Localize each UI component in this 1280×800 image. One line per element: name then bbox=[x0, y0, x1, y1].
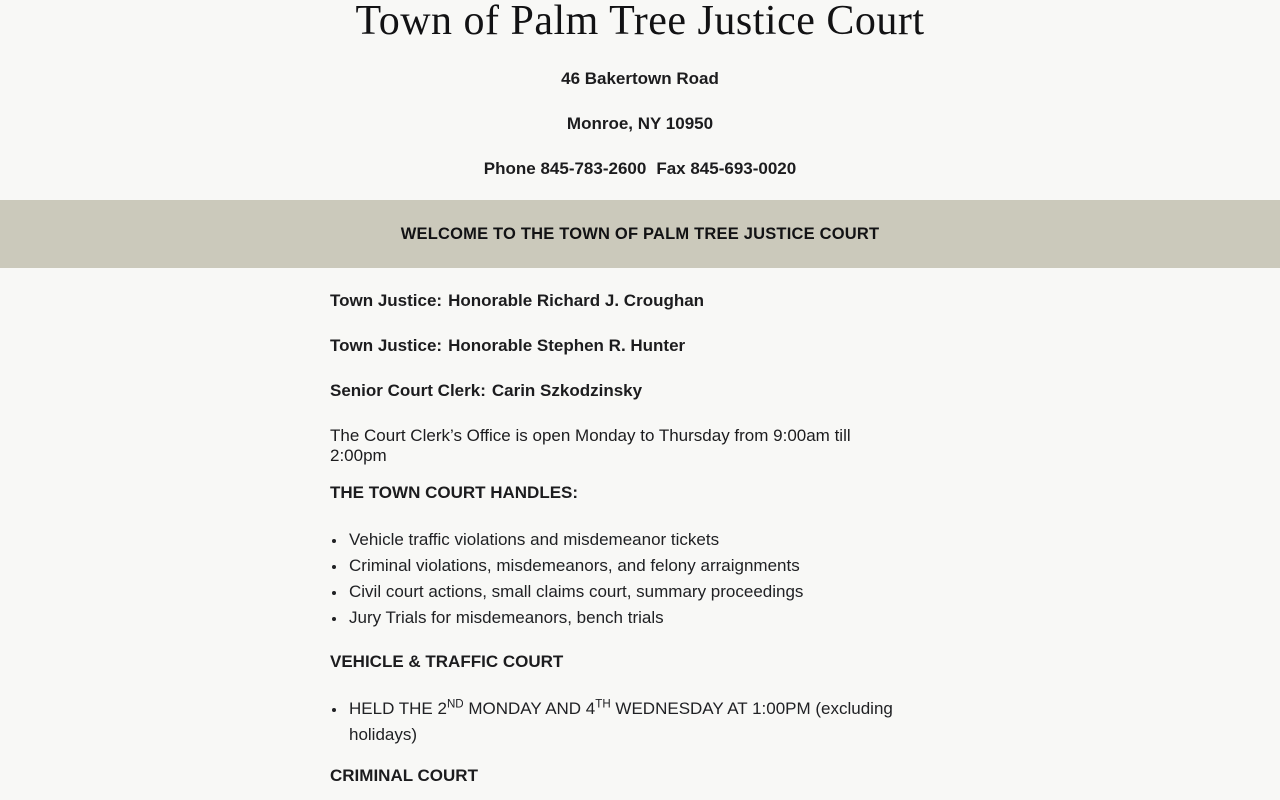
staff-name: Honorable Stephen R. Hunter bbox=[448, 336, 686, 355]
ordinal-suffix: ND bbox=[446, 698, 464, 711]
schedule-text: WEDNESDAY AT 1:00PM (excluding holidays) bbox=[349, 699, 893, 744]
list-item: • Civil court actions, small claims court, summary proceedings bbox=[347, 579, 950, 605]
welcome-banner bbox=[0, 200, 1280, 268]
staff-role-label: Town Justice: bbox=[330, 291, 443, 310]
contact-line bbox=[0, 159, 1280, 178]
vehicle-traffic-court-list bbox=[330, 696, 950, 748]
staff-name: Carin Szkodzinsky bbox=[491, 381, 643, 400]
ordinal-suffix: TH bbox=[595, 698, 611, 711]
staff-line-justice-1 bbox=[330, 291, 950, 310]
staff-name: Honorable Richard J. Croughan bbox=[448, 291, 705, 310]
staff-role-label: Senior Court Clerk: bbox=[330, 381, 486, 400]
address-line-2: Monroe, NY 10950 bbox=[566, 114, 714, 133]
list-item: • Vehicle traffic violations and misdemeanor tickets bbox=[347, 527, 950, 553]
staff-line-justice-2 bbox=[330, 336, 950, 355]
staff-role-label: Town Justice: bbox=[330, 336, 443, 355]
address-line-1: 46 Bakertown Road bbox=[561, 69, 719, 88]
list-item: • Criminal violations, misdemeanors, and felony arraignments bbox=[347, 553, 950, 579]
list-item bbox=[347, 696, 950, 748]
list-item: • Jury Trials for misdemeanors, bench trials bbox=[347, 605, 950, 631]
criminal-court-heading: CRIMINAL COURT bbox=[330, 766, 478, 785]
clerk-office-hours-line-1: The Court Clerk’s Office is open Monday to Thursday from 9:00am till bbox=[330, 426, 851, 445]
vehicle-traffic-court-heading: VEHICLE & TRAFFIC COURT bbox=[330, 652, 564, 671]
town-court-handles-heading: THE TOWN COURT HANDLES: bbox=[330, 483, 579, 502]
fax-number: Fax 845-693-0020 bbox=[656, 159, 797, 178]
welcome-banner-text: WELCOME TO THE TOWN OF PALM TREE JUSTICE COURT bbox=[400, 224, 880, 243]
schedule-text: MONDAY AND 4 bbox=[463, 699, 596, 718]
clerk-office-hours-line-2: 2:00pm bbox=[330, 446, 387, 465]
phone-number: Phone 845-783-2600 bbox=[483, 159, 647, 178]
staff-line-clerk bbox=[330, 381, 950, 400]
site-header bbox=[0, 0, 1280, 178]
page-title: Town of Palm Tree Justice Court bbox=[355, 0, 925, 44]
town-court-handles-list bbox=[330, 527, 950, 631]
main-content bbox=[330, 268, 950, 785]
schedule-text: HELD THE 2 bbox=[349, 699, 447, 718]
